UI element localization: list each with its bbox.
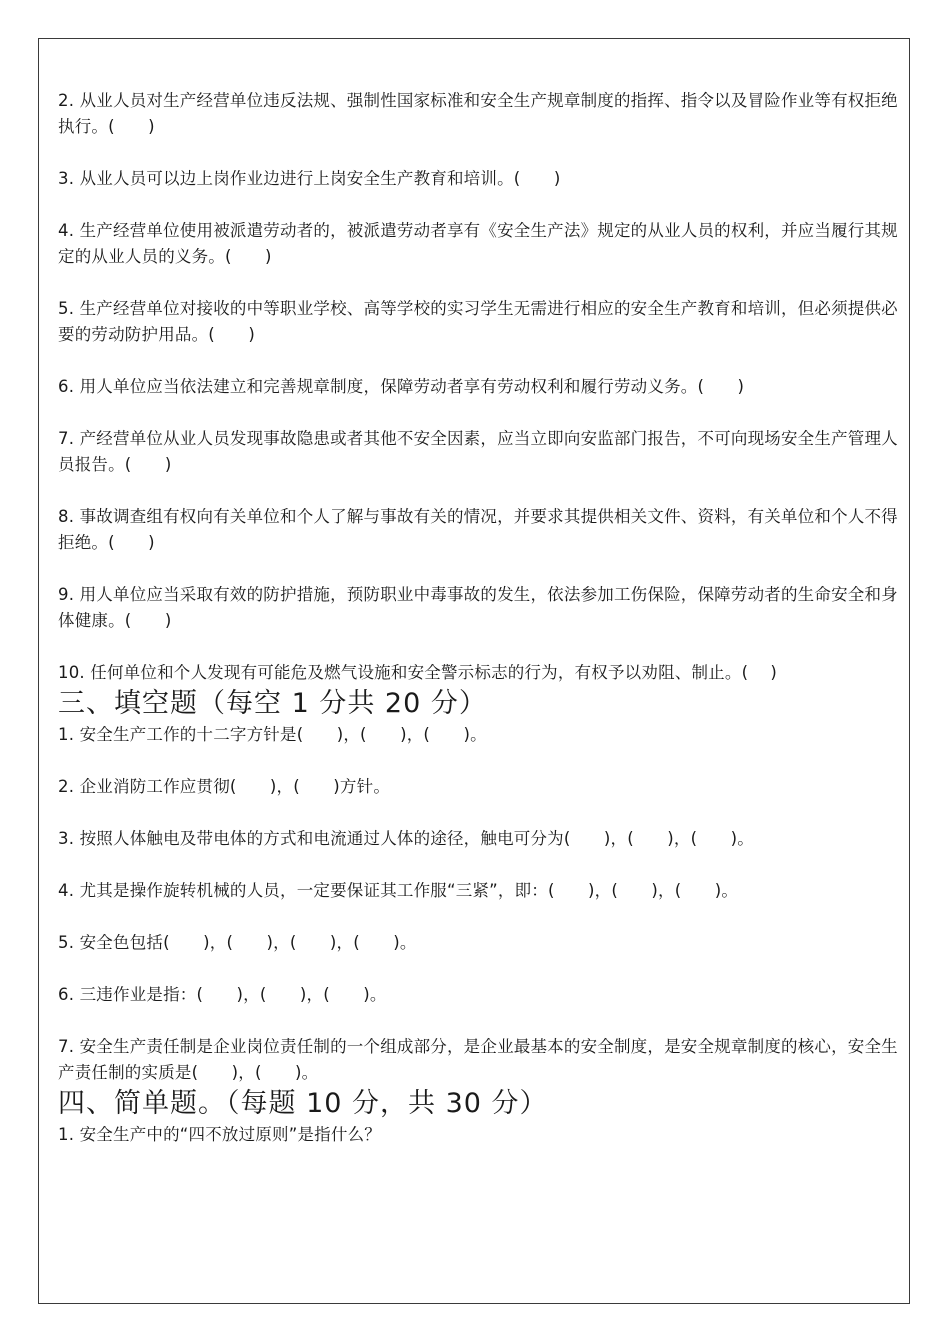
tf-question-7: 7. 产经营单位从业人员发现事故隐患或者其他不安全因素，应当立即向安监部门报告，不可向现场安全生产管理人员报告。( ): [58, 429, 898, 474]
fill-question-2: 2. 企业消防工作应贯彻( )，( )方针。: [58, 777, 391, 796]
tf-question-2: 2. 从业人员对生产经营单位违反法规、强制性国家标准和安全生产规章制度的指挥、指令以及冒险作业等有权拒绝执行。( ): [58, 91, 898, 136]
tf-question-9: 9. 用人单位应当采取有效的防护措施，预防职业中毒事故的发生，依法参加工伤保险，保障劳动者的生命安全和身体健康。( ): [58, 585, 898, 630]
tf-question-6: 6. 用人单位应当依法建立和完善规章制度，保障劳动者享有劳动权利和履行劳动义务。( ): [58, 377, 745, 396]
tf-question-5: 5. 生产经营单位对接收的中等职业学校、高等学校的实习学生无需进行相应的安全生产教育和培训，但必须提供必要的劳动防护用品。( ): [58, 299, 898, 344]
section-4-title: 四、简单题。（每题 10 分，共 30 分）: [58, 1088, 548, 1119]
fill-blank-section: [58, 686, 910, 1086]
short-answer-section: [58, 1086, 910, 1148]
true-false-section: [58, 88, 910, 686]
fill-question-6: 6. 三违作业是指：( )，( )，( )。: [58, 985, 387, 1004]
tf-question-10: 10. 任何单位和个人发现有可能危及燃气设施和安全警示标志的行为，有权予以劝阻、制止。( ): [58, 663, 778, 682]
fill-question-5: 5. 安全色包括( )，( )，( )，( )。: [58, 933, 417, 952]
fill-question-4: 4. 尤其是操作旋转机械的人员，一定要保证其工作服“三紧”，即：( )，( )，( )。: [58, 881, 739, 900]
fill-question-7: 7. 安全生产责任制是企业岗位责任制的一个组成部分，是企业最基本的安全制度，是安全规章制度的核心，安全生产责任制的实质是( )，( )。: [58, 1037, 898, 1082]
tf-question-4: 4. 生产经营单位使用被派遣劳动者的，被派遣劳动者享有《安全生产法》规定的从业人员的权利，并应当履行其规定的从业人员的义务。( ): [58, 221, 898, 266]
document-body: [58, 88, 910, 1148]
fill-question-3: 3. 按照人体触电及带电体的方式和电流通过人体的途径，触电可分为( )，( )，( )。: [58, 829, 755, 848]
tf-question-8: 8. 事故调查组有权向有关单位和个人了解与事故有关的情况，并要求其提供相关文件、资料，有关单位和个人不得拒绝。( ): [58, 507, 898, 552]
short-question-1: 1. 安全生产中的“四不放过原则”是指什么？: [58, 1125, 381, 1144]
section-3-title: 三、填空题（每空 1 分共 20 分）: [58, 688, 487, 719]
fill-question-1: 1. 安全生产工作的十二字方针是( )，( )，( )。: [58, 725, 487, 744]
tf-question-3: 3. 从业人员可以边上岗作业边进行上岗安全生产教育和培训。( ): [58, 169, 561, 188]
